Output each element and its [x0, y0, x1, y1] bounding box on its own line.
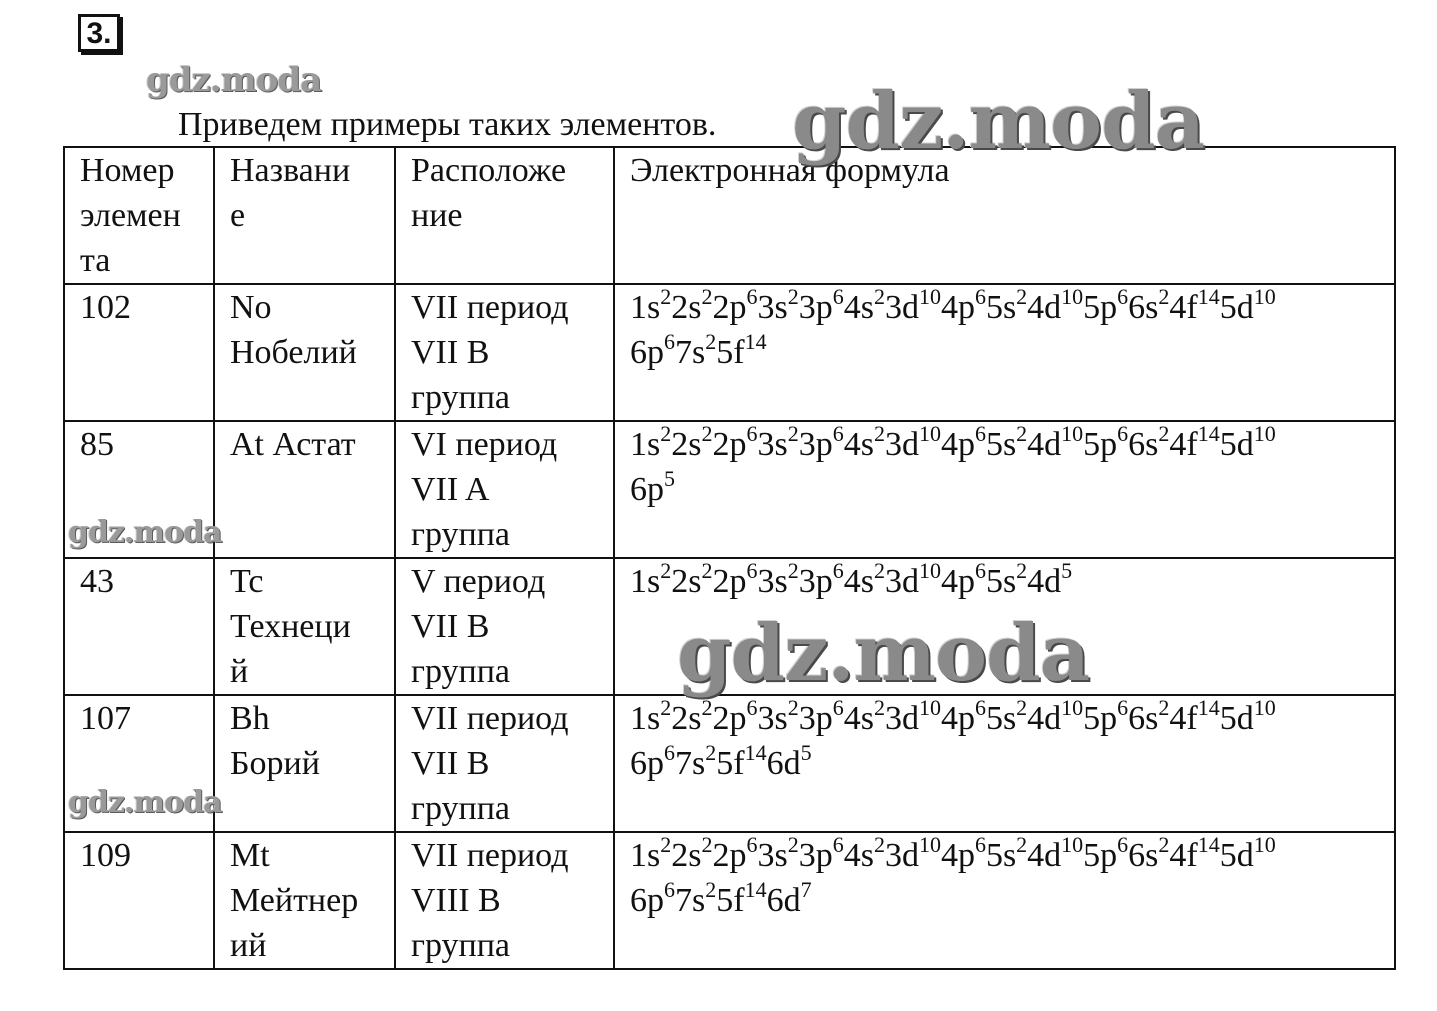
element-location-cell: [395, 421, 614, 558]
orbital: 4p: [940, 700, 975, 737]
electron-count: 10: [1061, 421, 1084, 446]
electron-count: 2: [1016, 558, 1028, 583]
electron-count: 2: [1016, 695, 1028, 720]
cell-line: ние: [411, 197, 463, 234]
orbital: 4p: [940, 837, 975, 874]
electron-count: 6: [664, 329, 675, 354]
electron-count: 6: [832, 558, 844, 583]
table-row: [64, 421, 1395, 558]
cell-line: VII период: [411, 700, 569, 737]
electron-count: 10: [1253, 284, 1276, 309]
table-row: [64, 695, 1395, 832]
orbital: 4f: [1169, 289, 1198, 326]
orbital: 5f: [716, 334, 745, 371]
cell-line: Нобелий: [230, 334, 357, 371]
electron-count: 14: [744, 329, 767, 354]
cell-line: 43: [80, 563, 114, 600]
electron-count: 10: [1061, 832, 1084, 857]
electron-count: 2: [1016, 284, 1028, 309]
element-name-cell: [214, 421, 395, 558]
formula-line: [630, 696, 1382, 741]
electron-count: 2: [1016, 421, 1028, 446]
electron-count: 10: [1253, 421, 1276, 446]
electron-count: 10: [918, 558, 941, 583]
orbital: 4p: [940, 563, 975, 600]
cell-line: VII B: [411, 334, 490, 371]
orbital: 2s: [671, 289, 702, 326]
electron-count: 2: [701, 558, 713, 583]
electron-count: 2: [1158, 421, 1170, 446]
header-cell: [614, 147, 1395, 284]
orbital: 3s: [757, 426, 788, 463]
electron-count: 6: [1117, 284, 1129, 309]
orbital: 4s: [843, 289, 874, 326]
orbital: 7s: [675, 882, 706, 919]
electron-count: 2: [701, 695, 713, 720]
orbital: 6s: [1128, 700, 1159, 737]
cell-line: VII B: [411, 608, 490, 645]
electron-count: 6: [746, 832, 758, 857]
electron-count: 10: [1253, 695, 1276, 720]
orbital: 3p: [798, 700, 833, 737]
cell-line: 85: [80, 426, 114, 463]
electron-count: 2: [873, 695, 885, 720]
orbital: 4s: [843, 700, 874, 737]
cell-line: группа: [411, 516, 510, 553]
orbital: 2p: [712, 700, 747, 737]
orbital: 5s: [985, 426, 1017, 463]
cell-line: Борий: [230, 745, 320, 782]
orbital: 3p: [798, 289, 833, 326]
orbital: 3d: [884, 837, 919, 874]
table-row: [64, 284, 1395, 421]
element-location-cell: [395, 695, 614, 832]
electron-count: 2: [1016, 832, 1028, 857]
cell-line: элемен: [80, 197, 181, 234]
electron-count: 5: [1061, 558, 1073, 583]
orbital: 6p: [630, 471, 664, 508]
electron-count: 2: [705, 329, 717, 354]
electron-count: 6: [1117, 421, 1129, 446]
cell-line: 107: [80, 700, 131, 737]
electron-count: 2: [1158, 832, 1170, 857]
orbital: 3p: [798, 563, 833, 600]
electron-formula-cell: [614, 421, 1395, 558]
orbital: 6s: [1128, 837, 1159, 874]
cell-line: Bh: [230, 700, 270, 737]
orbital: 5d: [1219, 289, 1254, 326]
electron-count: 2: [873, 421, 885, 446]
electron-count: 6: [832, 695, 844, 720]
watermark-logo: gdz.moda: [792, 76, 1205, 167]
formula-line: [630, 422, 1382, 467]
cell-line: ий: [230, 927, 267, 964]
orbital: 5d: [1219, 426, 1254, 463]
watermark-logo: gdz.moda: [68, 515, 222, 550]
orbital: 2p: [712, 426, 747, 463]
electron-count: 2: [787, 695, 799, 720]
orbital: 6s: [1128, 289, 1159, 326]
cell-line: Электронная формула: [630, 152, 950, 189]
orbital: 4d: [1027, 700, 1062, 737]
electron-formula-cell: [614, 284, 1395, 421]
orbital: 2s: [671, 837, 702, 874]
electron-count: 10: [918, 832, 941, 857]
cell-line: At Астат: [230, 426, 356, 463]
electron-count: 6: [974, 558, 986, 583]
formula-line: [630, 330, 1382, 375]
cell-line: та: [80, 242, 111, 279]
cell-line: группа: [411, 379, 510, 416]
cell-line: Мейтнер: [230, 882, 359, 919]
orbital: 2p: [712, 837, 747, 874]
orbital: 3s: [757, 700, 788, 737]
electron-count: 2: [701, 832, 713, 857]
electron-count: 10: [1253, 832, 1276, 857]
orbital: 5p: [1083, 700, 1118, 737]
orbital: 2p: [712, 289, 747, 326]
formula-line: [630, 741, 1382, 786]
electron-count: 2: [660, 421, 672, 446]
electron-count: 2: [705, 877, 717, 902]
orbital: 3p: [798, 426, 833, 463]
electron-count: 2: [660, 832, 672, 857]
electron-count: 10: [918, 695, 941, 720]
orbital: 6s: [1128, 426, 1159, 463]
table-row: [64, 832, 1395, 969]
orbital: 6p: [630, 882, 664, 919]
electron-count: 6: [832, 421, 844, 446]
cell-line: 109: [80, 837, 131, 874]
elements-table: [63, 146, 1396, 970]
cell-line: е: [230, 197, 246, 234]
orbital: 5p: [1083, 837, 1118, 874]
task-number-box: 3.: [78, 14, 120, 52]
orbital: 3s: [757, 289, 788, 326]
electron-count: 6: [746, 284, 758, 309]
electron-count: 2: [660, 558, 672, 583]
element-number-cell: [64, 832, 214, 969]
electron-formula-cell: [614, 695, 1395, 832]
orbital: 3d: [884, 700, 919, 737]
electron-count: 6: [974, 421, 986, 446]
orbital: 4f: [1169, 837, 1198, 874]
formula-line: [630, 467, 1382, 512]
cell-line: VI период: [411, 426, 558, 463]
formula-line: [630, 833, 1382, 878]
table-header-row: [64, 147, 1395, 284]
cell-line: Технеци: [230, 608, 351, 645]
orbital: 5d: [1219, 700, 1254, 737]
orbital: 7s: [675, 334, 706, 371]
orbital: 6d: [766, 882, 801, 919]
orbital: 4f: [1169, 426, 1198, 463]
electron-count: 10: [918, 421, 941, 446]
orbital: 5s: [985, 563, 1017, 600]
orbital: 6p: [630, 334, 664, 371]
electron-count: 2: [787, 558, 799, 583]
orbital: 5p: [1083, 289, 1118, 326]
intro-text: Приведем примеры таких элементов.: [178, 106, 717, 143]
orbital: 4d: [1027, 837, 1062, 874]
electron-count: 10: [1061, 284, 1084, 309]
cell-line: й: [230, 653, 249, 690]
electron-count: 5: [664, 466, 675, 491]
electron-count: 14: [744, 877, 767, 902]
orbital: 7s: [675, 745, 706, 782]
header-cell: [64, 147, 214, 284]
cell-line: VII A: [411, 471, 490, 508]
cell-line: V период: [411, 563, 546, 600]
formula-line: [630, 878, 1382, 923]
electron-count: 2: [1158, 284, 1170, 309]
electron-count: 2: [705, 740, 717, 765]
cell-line: Tc: [230, 563, 264, 600]
electron-count: 6: [746, 421, 758, 446]
orbital: 4p: [940, 426, 975, 463]
orbital: 5d: [1219, 837, 1254, 874]
orbital: 2s: [671, 426, 702, 463]
orbital: 3p: [798, 837, 833, 874]
cell-line: VIII B: [411, 882, 501, 919]
cell-line: VII B: [411, 745, 490, 782]
electron-count: 6: [1117, 695, 1129, 720]
cell-line: Mt: [230, 837, 270, 874]
watermark-logo: gdz.moda: [146, 60, 322, 100]
electron-count: 10: [918, 284, 941, 309]
electron-count: 2: [873, 284, 885, 309]
orbital: 1s: [630, 837, 661, 874]
electron-count: 2: [701, 421, 713, 446]
cell-line: Названи: [230, 152, 351, 189]
cell-line: VII период: [411, 289, 569, 326]
electron-count: 2: [787, 832, 799, 857]
electron-count: 10: [1061, 695, 1084, 720]
electron-count: 2: [660, 695, 672, 720]
table-body: [64, 147, 1395, 969]
element-name-cell: [214, 832, 395, 969]
element-location-cell: [395, 832, 614, 969]
electron-count: 7: [800, 877, 812, 902]
orbital: 4f: [1169, 700, 1198, 737]
orbital: 4p: [940, 289, 975, 326]
electron-count: 6: [974, 695, 986, 720]
orbital: 3d: [884, 426, 919, 463]
formula-line: [630, 285, 1382, 330]
electron-count: 2: [787, 284, 799, 309]
orbital: 1s: [630, 563, 661, 600]
electron-count: 6: [1117, 832, 1129, 857]
orbital: 6d: [766, 745, 801, 782]
orbital: 3s: [757, 837, 788, 874]
electron-count: 6: [664, 877, 675, 902]
electron-formula-cell: [614, 832, 1395, 969]
electron-count: 6: [974, 284, 986, 309]
electron-count: 6: [664, 740, 675, 765]
cell-line: Расположе: [411, 152, 567, 189]
cell-line: группа: [411, 790, 510, 827]
orbital: 6p: [630, 745, 664, 782]
orbital: 3d: [884, 563, 919, 600]
orbital: 4s: [843, 563, 874, 600]
electron-count: 14: [1197, 832, 1220, 857]
orbital: 5f: [716, 882, 745, 919]
orbital: 5p: [1083, 426, 1118, 463]
orbital: 4s: [843, 426, 874, 463]
electron-count: 6: [746, 558, 758, 583]
electron-count: 6: [974, 832, 986, 857]
header-cell: [395, 147, 614, 284]
orbital: 4d: [1027, 426, 1062, 463]
watermark-logo: gdz.moda: [68, 785, 222, 820]
electron-count: 2: [701, 284, 713, 309]
orbital: 5s: [985, 837, 1017, 874]
orbital: 3s: [757, 563, 788, 600]
watermark-logo: gdz.moda: [677, 608, 1090, 699]
orbital: 3d: [884, 289, 919, 326]
cell-line: 102: [80, 289, 131, 326]
cell-line: группа: [411, 927, 510, 964]
element-location-cell: [395, 558, 614, 695]
cell-line: No: [230, 289, 272, 326]
cell-line: Номер: [80, 152, 175, 189]
header-cell: [214, 147, 395, 284]
electron-count: 14: [744, 740, 767, 765]
orbital: 5s: [985, 289, 1017, 326]
electron-count: 2: [873, 558, 885, 583]
electron-count: 2: [1158, 695, 1170, 720]
element-name-cell: [214, 284, 395, 421]
element-number-cell: [64, 284, 214, 421]
orbital: 5s: [985, 700, 1017, 737]
electron-count: 5: [800, 740, 812, 765]
orbital: 4d: [1027, 563, 1062, 600]
element-number-cell: [64, 558, 214, 695]
orbital: 1s: [630, 700, 661, 737]
electron-count: 2: [660, 284, 672, 309]
electron-count: 2: [787, 421, 799, 446]
orbital: 4d: [1027, 289, 1062, 326]
electron-count: 6: [832, 284, 844, 309]
electron-count: 14: [1197, 695, 1220, 720]
orbital: 1s: [630, 426, 661, 463]
electron-count: 14: [1197, 284, 1220, 309]
orbital: 1s: [630, 289, 661, 326]
element-name-cell: [214, 695, 395, 832]
orbital: 4s: [843, 837, 874, 874]
electron-count: 6: [746, 695, 758, 720]
cell-line: группа: [411, 653, 510, 690]
element-name-cell: [214, 558, 395, 695]
orbital: 2s: [671, 700, 702, 737]
element-location-cell: [395, 284, 614, 421]
electron-count: 2: [873, 832, 885, 857]
orbital: 2p: [712, 563, 747, 600]
electron-count: 14: [1197, 421, 1220, 446]
formula-line: [630, 559, 1382, 604]
cell-line: VII период: [411, 837, 569, 874]
electron-count: 6: [832, 832, 844, 857]
orbital: 5f: [716, 745, 745, 782]
orbital: 2s: [671, 563, 702, 600]
